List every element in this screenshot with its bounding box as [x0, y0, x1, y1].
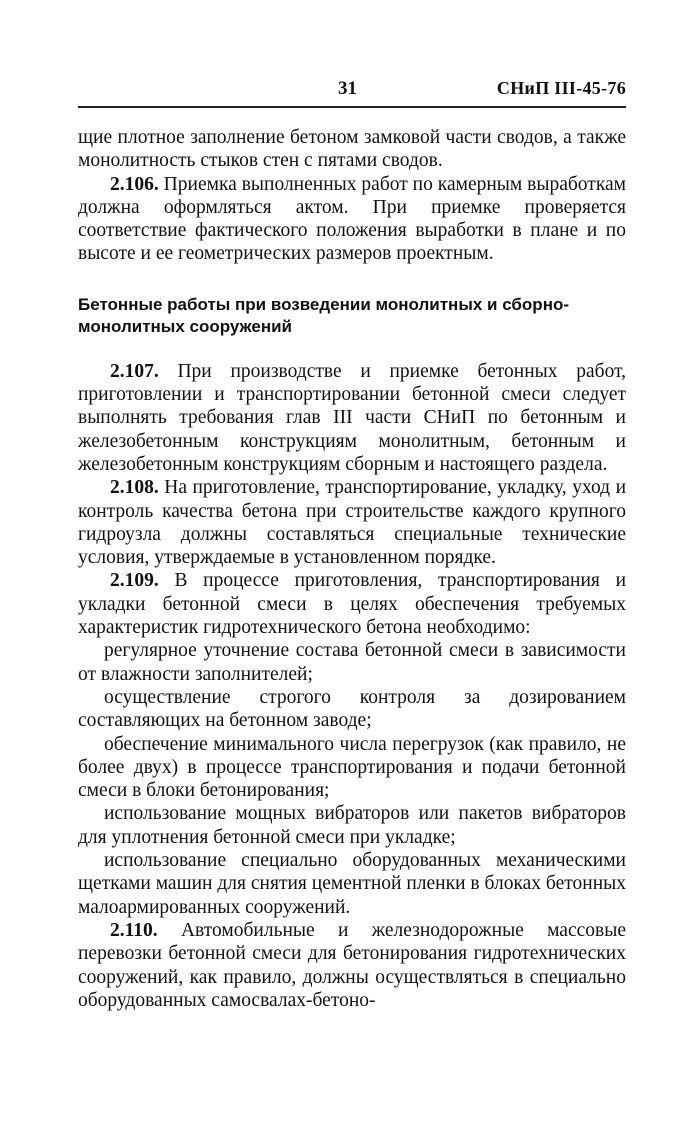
paragraph-2-110 [78, 919, 626, 1012]
paragraph-number: 2.110. [110, 919, 158, 941]
paragraph-text: Приемка выполненных работ по камерным выработкам должна оформляться актом. При приемке проверяется соответствие фактического положения выработки в плане и по высоте и ее геометрических размеров проектным. [78, 173, 626, 265]
paragraph-text: В процессе приготовления, транспортирования и укладки бетонной смеси в целях обеспечения требуемых характеристик гидротехнического бетона необходимо: [78, 570, 626, 639]
paragraph-text: При производстве и приемке бетонных работ, приготовлении и транспортировании бетонной смеси следует выполнять требования глав III части СНиП по бетонным и железобетонным конструкциям монолитным, бетонным и железобетонным конструкциям сборным и настоящего раздела. [78, 360, 626, 475]
list-item: обеспечение минимального числа перегрузок (как правило, не более двух) в процессе транспортирования и подачи бетонной смеси в блоки бетонирования; [78, 733, 626, 802]
document-code: СНиП III-45-76 [496, 78, 626, 98]
paragraph-number: 2.107. [110, 360, 159, 382]
list-item: осуществление строгого контроля за дозированием составляющих на бетонном заводе; [78, 686, 626, 732]
list-item: регулярное уточнение состава бетонной смеси в зависимости от влажности заполнителей; [78, 640, 626, 685]
paragraph-text: Автомобильные и железнодорожные массовые перевозки бетонной смеси для бетонирования гидротехнических сооружений, как правило, должны осуществляться в специально оборудованных самосвалах-бетоно- [78, 919, 626, 1011]
page-header [78, 78, 626, 102]
continued-paragraph: щие плотное заполнение бетоном замковой части сводов, а также монолитность стыков стен с пятами сводов. [78, 127, 626, 172]
paragraph-2-106 [78, 173, 626, 266]
paragraph-2-108 [78, 476, 626, 569]
section-heading: Бетонные работы при возведении монолитных и сборно-монолитных сооружений [78, 294, 570, 336]
header-rule [78, 106, 626, 108]
document-body [78, 126, 626, 1012]
list-item: использование мощных вибраторов или пакетов вибраторов для уплотнения бетонной смеси при укладке; [78, 803, 626, 848]
list-item: использование специально оборудованных механическими щетками машин для снятия цементной пленки в блоках бетонных малоармированных сооружений. [78, 850, 626, 918]
paragraph-number: 2.109. [110, 570, 159, 592]
paragraph-text: На приготовление, транспортирование, укладку, уход и контроль качества бетона при строительстве каждого крупного гидроузла должны составляться специальные технические условия, утверждаемые в установленном порядке. [78, 477, 626, 569]
paragraph-number: 2.108. [110, 477, 159, 499]
paragraph-2-109 [78, 569, 626, 639]
paragraph-2-107 [78, 360, 626, 476]
paragraph-number: 2.106. [110, 173, 159, 195]
page-number: 31 [338, 78, 357, 99]
